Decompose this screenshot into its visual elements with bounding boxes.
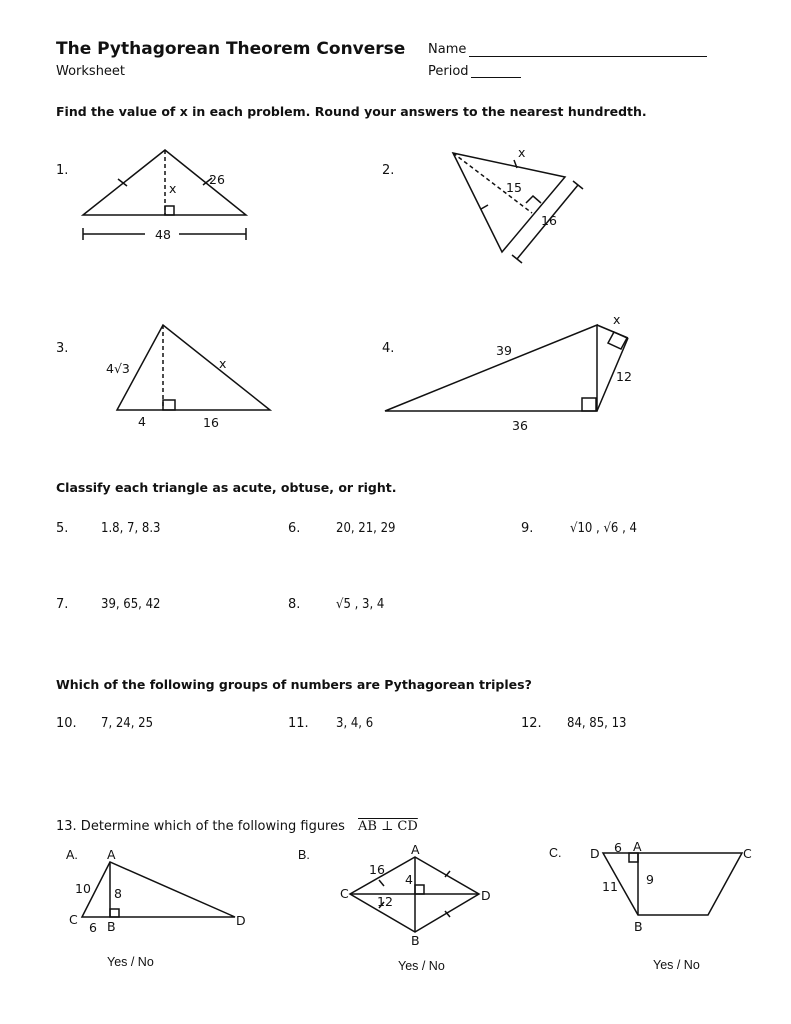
problem-number: 4. — [382, 341, 395, 356]
label-base-36: 36 — [512, 418, 528, 433]
perpendicular-relation: AB ⊥ CD — [358, 819, 418, 834]
item-number: 7. — [56, 597, 69, 612]
answer-yes-no[interactable]: Yes / No — [398, 959, 445, 973]
item-value: √10 , √6 , 4 — [570, 521, 637, 536]
answer-yes-no[interactable]: Yes / No — [107, 955, 154, 969]
label-c: C — [340, 886, 349, 901]
label-b: B — [634, 919, 643, 934]
question-13: 13. Determine which of the following figures — [56, 819, 345, 834]
label-seg-4: 4 — [138, 414, 146, 429]
label-top-x: x — [518, 145, 526, 160]
item-number: 6. — [288, 521, 301, 536]
label-b: B — [411, 933, 420, 948]
item-number: 11. — [288, 716, 309, 731]
label-d: D — [590, 846, 600, 861]
item-number: 9. — [521, 521, 534, 536]
label-d: D — [481, 888, 491, 903]
label-alt-15: 15 — [506, 180, 522, 195]
item-value: 39, 65, 42 — [101, 597, 161, 612]
instruction-classify: Classify each triangle as acute, obtuse, or right. — [56, 480, 397, 495]
figure-letter-b: B. — [298, 848, 310, 862]
label-seg-16: 16 — [203, 415, 219, 430]
label-9: 9 — [646, 872, 654, 887]
label-6: 6 — [614, 840, 622, 855]
label-16: 16 — [369, 862, 385, 877]
item-value: 3, 4, 6 — [336, 716, 374, 731]
item-value: 1.8, 7, 8.3 — [101, 521, 161, 536]
problem-number: 1. — [56, 163, 69, 178]
worksheet-title: The Pythagorean Theorem Converse — [56, 39, 406, 59]
label-side-12: 12 — [616, 369, 632, 384]
label-a: A — [633, 839, 642, 854]
label-11: 11 — [602, 879, 618, 894]
item-value: 84, 85, 13 — [567, 716, 627, 731]
label-top-x: x — [613, 312, 621, 327]
label-12: 12 — [377, 894, 393, 909]
worksheet-subtitle: Worksheet — [56, 64, 126, 79]
label-6: 6 — [89, 920, 97, 935]
label-8: 8 — [114, 886, 122, 901]
problem-number: 3. — [56, 341, 69, 356]
label-10: 10 — [75, 881, 91, 896]
label-base-48: 48 — [155, 227, 171, 242]
name-label: Name — [428, 42, 467, 57]
label-c: C — [743, 846, 752, 861]
item-value: 7, 24, 25 — [101, 716, 154, 731]
instruction-find-x: Find the value of x in each problem. Round your answers to the nearest hundredth. — [56, 104, 647, 119]
instruction-triples: Which of the following groups of numbers are Pythagorean triples? — [56, 677, 532, 692]
label-b: B — [107, 919, 116, 934]
problem-number: 2. — [382, 163, 395, 178]
figure-letter-a: A. — [66, 848, 78, 862]
label-d: D — [236, 913, 246, 928]
label-left-4root3: 4√3 — [106, 361, 130, 376]
item-number: 10. — [56, 716, 77, 731]
label-4: 4 — [405, 872, 413, 887]
figure-letter-c: C. — [549, 846, 562, 860]
period-label: Period — [428, 64, 469, 79]
label-side-26: 26 — [209, 172, 225, 187]
item-number: 8. — [288, 597, 301, 612]
item-number: 12. — [521, 716, 542, 731]
label-hyp-39: 39 — [496, 343, 512, 358]
label-c: C — [69, 912, 78, 927]
item-number: 5. — [56, 521, 69, 536]
label-hyp-x: x — [219, 356, 227, 371]
item-value: 20, 21, 29 — [336, 521, 396, 536]
answer-yes-no[interactable]: Yes / No — [653, 958, 700, 972]
label-a: A — [107, 847, 116, 862]
item-value: √5 , 3, 4 — [336, 597, 385, 612]
label-side-16: 16 — [541, 213, 557, 228]
label-a: A — [411, 842, 420, 857]
label-height-x: x — [169, 181, 177, 196]
